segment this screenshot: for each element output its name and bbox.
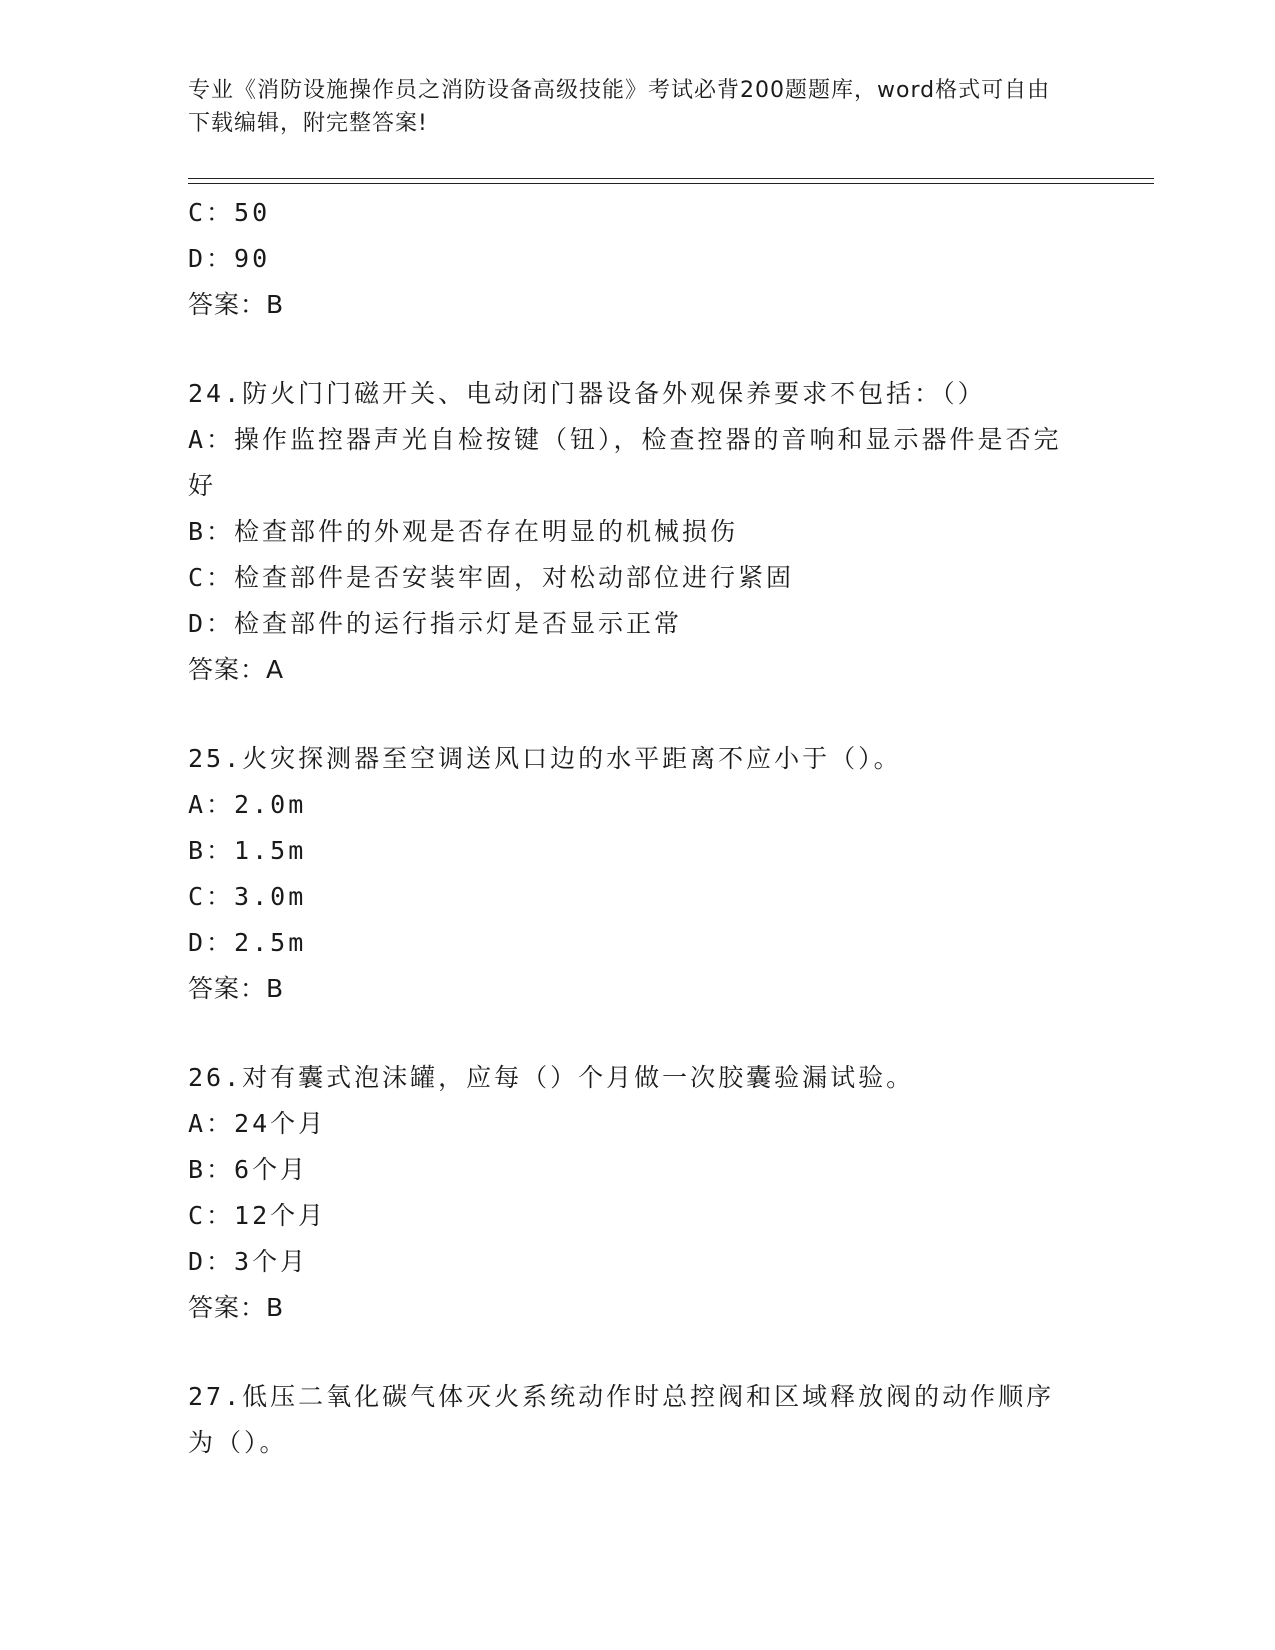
document-body (188, 190, 1088, 1466)
option-c: C：12个月 (188, 1201, 327, 1230)
answer-line: 答案：B (188, 1293, 285, 1322)
question-27 (188, 1374, 1088, 1466)
option-a: A：24个月 (188, 1109, 327, 1138)
option-b: B：1.5m (188, 836, 307, 865)
option-b: B：检查部件的外观是否存在明显的机械损伤 (188, 517, 739, 546)
answer-line: 答案：B (188, 290, 285, 319)
option-d: D：检查部件的运行指示灯是否显示正常 (188, 609, 683, 638)
document-header: 专业《消防设施操作员之消防设备高级技能》考试必背200题题库，word格式可自由下载编辑，附完整答案! (188, 78, 1051, 136)
previous-question-tail (188, 190, 1088, 328)
option-a: A：操作监控器声光自检按键（钮），检查控器的音响和显示器件是否完好 (188, 425, 1062, 500)
option-d: D：3个月 (188, 1247, 309, 1276)
question-stem: 26.对有囊式泡沫罐，应每（）个月做一次胶囊验漏试验。 (188, 1063, 915, 1092)
header-divider-bottom (188, 183, 1154, 184)
option-c: C：3.0m (188, 882, 307, 911)
option-c: C：50 (188, 198, 271, 227)
option-c: C：检查部件是否安装牢固，对松动部位进行紧固 (188, 563, 795, 592)
question-26 (188, 1055, 1088, 1331)
answer-line: 答案：A (188, 655, 285, 684)
question-stem: 27.低压二氧化碳气体灭火系统动作时总控阀和区域释放阀的动作顺序为（）。 (188, 1382, 1055, 1457)
option-d: D：2.5m (188, 928, 307, 957)
question-24 (188, 371, 1088, 693)
option-a: A：2.0m (188, 790, 307, 819)
header-divider-top (188, 178, 1154, 179)
question-stem: 25.火灾探测器至空调送风口边的水平距离不应小于（）。 (188, 744, 902, 773)
question-25 (188, 736, 1088, 1012)
option-d: D：90 (188, 244, 271, 273)
answer-line: 答案：B (188, 974, 285, 1003)
question-stem: 24.防火门门磁开关、电动闭门器设备外观保养要求不包括：（） (188, 379, 986, 408)
option-b: B：6个月 (188, 1155, 309, 1184)
